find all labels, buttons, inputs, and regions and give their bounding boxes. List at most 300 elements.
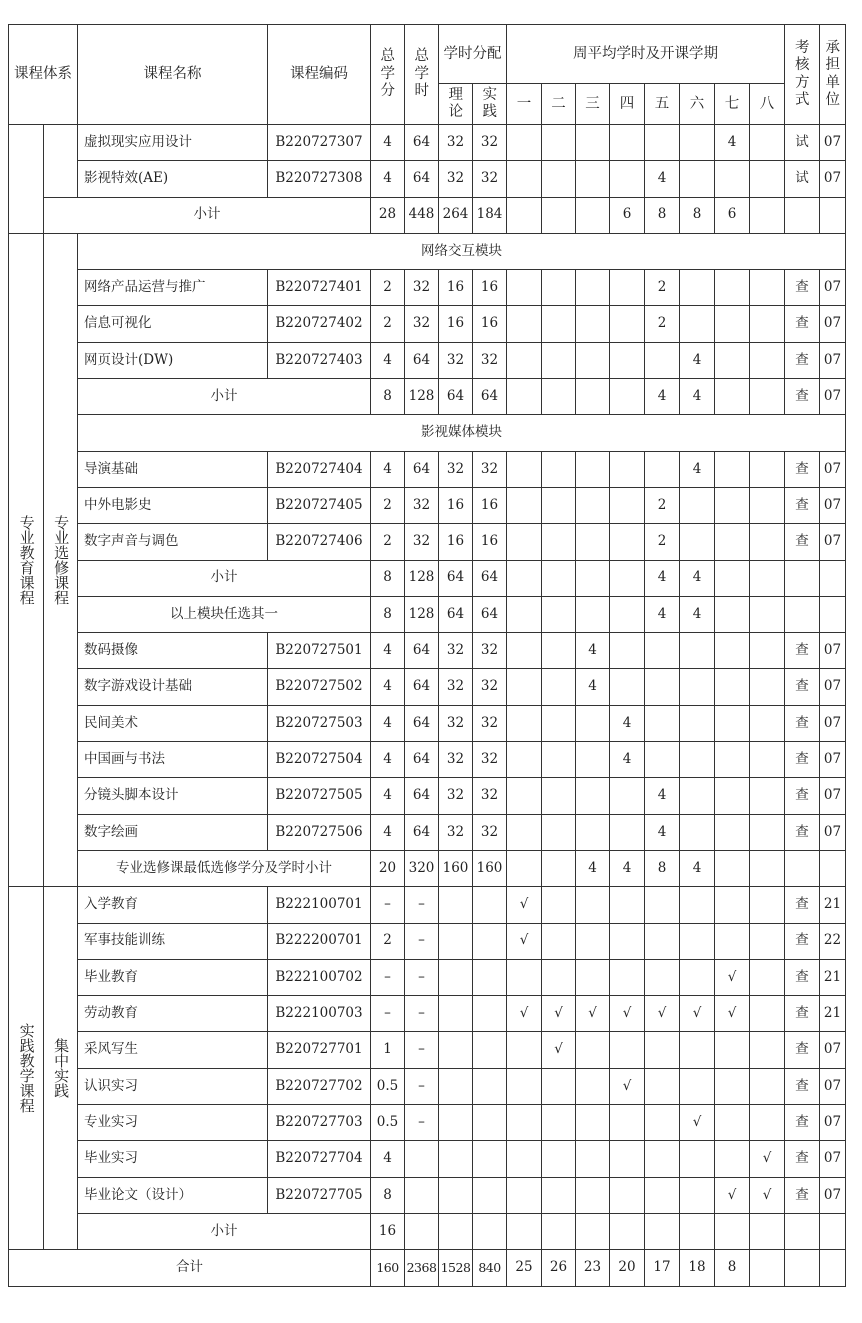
course-code: B222200701 (268, 923, 371, 959)
semester-cell-3 (576, 270, 610, 306)
semester-cell-6 (680, 923, 715, 959)
semester-cell-1 (507, 1177, 542, 1213)
semester-cell-5 (645, 1177, 680, 1213)
semester-cell-5: 2 (645, 270, 680, 306)
practice-cell: 32 (473, 705, 507, 741)
course-code: B222100701 (268, 887, 371, 923)
semester-cell-3 (576, 923, 610, 959)
subtotal-label: 小计 (78, 1213, 371, 1249)
semester-cell-5 (645, 1141, 680, 1177)
grand-total-label: 合计 (9, 1250, 371, 1286)
semester-cell-7 (715, 487, 750, 523)
assessment-cell (785, 596, 820, 632)
course-code: B220727406 (268, 524, 371, 560)
weekly-hours-header: 周平均学时及开课学期 (507, 25, 785, 84)
assessment-cell: 查 (785, 887, 820, 923)
semester-cell-3 (576, 705, 610, 741)
theory-cell: 16 (439, 270, 473, 306)
semester-cell-6: √ (680, 996, 715, 1032)
semester-cell-6 (680, 524, 715, 560)
hours-cell: 64 (405, 451, 439, 487)
semester-cell-3 (576, 197, 610, 233)
unit-cell: 22 (820, 923, 846, 959)
semester-cell-7 (715, 669, 750, 705)
hours-cell: – (405, 1105, 439, 1141)
practice-header-text: 实践 (482, 86, 497, 120)
semester-cell-6: 18 (680, 1250, 715, 1286)
semester-cell-2 (542, 778, 576, 814)
unit-cell: 07 (820, 451, 846, 487)
credits-cell: 8 (371, 1177, 405, 1213)
semester-cell-2 (542, 1141, 576, 1177)
table-row (9, 306, 846, 342)
unit-cell: 07 (820, 379, 846, 415)
semester-header-6: 六 (680, 84, 715, 125)
course-name: 数字声音与调色 (78, 524, 268, 560)
practice-cell: 16 (473, 306, 507, 342)
semester-cell-1 (507, 306, 542, 342)
practice-cell (473, 887, 507, 923)
module-title: 网络交互模块 (78, 233, 846, 269)
semester-cell-3 (576, 379, 610, 415)
semester-cell-8 (750, 814, 785, 850)
semester-cell-5 (645, 1213, 680, 1249)
table-row (9, 887, 846, 923)
semester-cell-6: 4 (680, 850, 715, 886)
table-row (9, 1105, 846, 1141)
semester-cell-7 (715, 742, 750, 778)
semester-cell-1 (507, 814, 542, 850)
semester-cell-4 (610, 306, 645, 342)
semester-cell-6 (680, 161, 715, 197)
semester-cell-5: 4 (645, 778, 680, 814)
semester-cell-8 (750, 850, 785, 886)
table-row (9, 705, 846, 741)
semester-cell-6 (680, 742, 715, 778)
total-credits-header (371, 25, 405, 125)
semester-cell-4 (610, 125, 645, 161)
hours-cell: 32 (405, 487, 439, 523)
assessment-cell: 查 (785, 923, 820, 959)
semester-cell-8 (750, 487, 785, 523)
semester-cell-8 (750, 1068, 785, 1104)
semester-cell-6: 4 (680, 451, 715, 487)
practice-header (473, 84, 507, 125)
semester-cell-3 (576, 742, 610, 778)
credits-cell: 16 (371, 1213, 405, 1249)
semester-cell-5: 2 (645, 306, 680, 342)
semester-cell-8: √ (750, 1141, 785, 1177)
course-name: 军事技能训练 (78, 923, 268, 959)
unit-cell (820, 197, 846, 233)
header-row-1 (9, 25, 846, 84)
hours-cell: 64 (405, 633, 439, 669)
semester-cell-4 (610, 161, 645, 197)
practice-cell (473, 959, 507, 995)
semester-cell-2 (542, 923, 576, 959)
table-row (9, 415, 846, 451)
practice-cell: 64 (473, 560, 507, 596)
unit-cell: 07 (820, 705, 846, 741)
semester-cell-7 (715, 1105, 750, 1141)
credits-cell: 8 (371, 379, 405, 415)
practice-cell: 184 (473, 197, 507, 233)
semester-cell-2 (542, 887, 576, 923)
credits-cell: – (371, 996, 405, 1032)
practice-cell: 32 (473, 161, 507, 197)
semester-cell-4 (610, 1213, 645, 1249)
course-code: B220727504 (268, 742, 371, 778)
assessment-cell: 试 (785, 125, 820, 161)
semester-cell-8 (750, 125, 785, 161)
semester-cell-4 (610, 451, 645, 487)
course-name: 信息可视化 (78, 306, 268, 342)
semester-cell-7 (715, 524, 750, 560)
assessment-cell (785, 850, 820, 886)
theory-cell: 16 (439, 524, 473, 560)
category-elective: 专业选修课程 (44, 233, 78, 886)
course-name: 劳动教育 (78, 996, 268, 1032)
practice-cell (473, 1032, 507, 1068)
unit-cell: 21 (820, 887, 846, 923)
assessment-cell (785, 197, 820, 233)
assessment-cell: 查 (785, 487, 820, 523)
unit-header (820, 25, 846, 125)
semester-cell-4 (610, 524, 645, 560)
table-body (9, 125, 846, 1287)
semester-cell-2 (542, 125, 576, 161)
semester-cell-5 (645, 923, 680, 959)
semester-cell-8 (750, 161, 785, 197)
assessment-cell (785, 1250, 820, 1286)
theory-cell: 32 (439, 161, 473, 197)
hours-cell: 32 (405, 306, 439, 342)
practice-cell (473, 923, 507, 959)
semester-cell-8 (750, 197, 785, 233)
practice-cell (473, 996, 507, 1032)
hours-cell: 64 (405, 742, 439, 778)
table-row (9, 379, 846, 415)
category-practical-edu: 实践教学课程 (9, 887, 44, 1250)
table-row (9, 742, 846, 778)
semester-cell-4 (610, 379, 645, 415)
semester-cell-4 (610, 887, 645, 923)
semester-cell-1: 25 (507, 1250, 542, 1286)
semester-cell-5 (645, 1068, 680, 1104)
practice-cell: 16 (473, 487, 507, 523)
practice-cell: 16 (473, 270, 507, 306)
semester-cell-8 (750, 1213, 785, 1249)
semester-cell-1 (507, 669, 542, 705)
semester-cell-7: 4 (715, 125, 750, 161)
hours-cell: 448 (405, 197, 439, 233)
semester-cell-1 (507, 596, 542, 632)
semester-cell-5 (645, 342, 680, 378)
practice-cell: 64 (473, 596, 507, 632)
practice-cell: 32 (473, 669, 507, 705)
course-name: 数字绘画 (78, 814, 268, 850)
table-row (9, 1250, 846, 1286)
credits-cell: 28 (371, 197, 405, 233)
unit-cell (820, 1213, 846, 1249)
table-row (9, 814, 846, 850)
hours-cell: 32 (405, 270, 439, 306)
semester-cell-2 (542, 596, 576, 632)
semester-cell-4 (610, 1032, 645, 1068)
course-name: 毕业实习 (78, 1141, 268, 1177)
semester-cell-5: 4 (645, 596, 680, 632)
semester-cell-8 (750, 887, 785, 923)
hours-cell: 64 (405, 814, 439, 850)
semester-cell-7 (715, 1141, 750, 1177)
semester-cell-2 (542, 379, 576, 415)
semester-cell-4: 4 (610, 742, 645, 778)
semester-cell-3 (576, 959, 610, 995)
theory-cell (439, 1177, 473, 1213)
credits-cell: 4 (371, 1141, 405, 1177)
semester-cell-1 (507, 705, 542, 741)
semester-cell-2 (542, 959, 576, 995)
semester-cell-7 (715, 633, 750, 669)
credits-cell: 0.5 (371, 1068, 405, 1104)
unit-cell: 07 (820, 487, 846, 523)
semester-cell-6: 4 (680, 379, 715, 415)
hours-cell (405, 1141, 439, 1177)
semester-cell-2 (542, 487, 576, 523)
course-system-header: 课程体系 (9, 25, 78, 125)
credits-cell: 2 (371, 923, 405, 959)
semester-cell-4 (610, 633, 645, 669)
assessment-header (785, 25, 820, 125)
theory-cell (439, 887, 473, 923)
table-row (9, 125, 846, 161)
hours-cell: 64 (405, 705, 439, 741)
assessment-cell: 查 (785, 814, 820, 850)
semester-cell-5 (645, 451, 680, 487)
semester-cell-5 (645, 1105, 680, 1141)
semester-cell-4: 6 (610, 197, 645, 233)
curriculum-sheet (8, 24, 846, 1287)
semester-cell-7: √ (715, 1177, 750, 1213)
semester-cell-8 (750, 379, 785, 415)
semester-cell-4 (610, 923, 645, 959)
semester-header-5: 五 (645, 84, 680, 125)
course-name: 网页设计(DW) (78, 342, 268, 378)
theory-cell: 32 (439, 669, 473, 705)
credits-cell: 4 (371, 814, 405, 850)
semester-cell-6 (680, 633, 715, 669)
course-code: B220727307 (268, 125, 371, 161)
hours-cell: 128 (405, 379, 439, 415)
credits-cell: 20 (371, 850, 405, 886)
semester-cell-5 (645, 887, 680, 923)
semester-cell-4 (610, 1177, 645, 1213)
semester-cell-5 (645, 669, 680, 705)
semester-cell-5: 4 (645, 161, 680, 197)
semester-cell-8 (750, 1105, 785, 1141)
table-row (9, 778, 846, 814)
table-row (9, 524, 846, 560)
assessment-cell: 查 (785, 524, 820, 560)
semester-cell-6: 4 (680, 560, 715, 596)
semester-cell-3 (576, 1141, 610, 1177)
credits-cell: 4 (371, 161, 405, 197)
credits-cell: 4 (371, 705, 405, 741)
semester-cell-3 (576, 596, 610, 632)
semester-cell-4: √ (610, 1068, 645, 1104)
semester-cell-2 (542, 850, 576, 886)
semester-cell-7 (715, 887, 750, 923)
semester-cell-4 (610, 342, 645, 378)
unit-cell (820, 1250, 846, 1286)
semester-cell-7 (715, 778, 750, 814)
hours-cell: – (405, 887, 439, 923)
semester-cell-4: 4 (610, 705, 645, 741)
semester-cell-3: 4 (576, 633, 610, 669)
table-row (9, 233, 846, 269)
semester-cell-2 (542, 1105, 576, 1141)
semester-cell-4 (610, 487, 645, 523)
theory-cell: 160 (439, 850, 473, 886)
semester-cell-8 (750, 270, 785, 306)
semester-cell-6 (680, 705, 715, 741)
theory-cell: 32 (439, 125, 473, 161)
semester-cell-1 (507, 778, 542, 814)
semester-cell-1 (507, 850, 542, 886)
credits-cell: 8 (371, 560, 405, 596)
hours-cell: – (405, 996, 439, 1032)
practice-cell (473, 1105, 507, 1141)
practice-cell: 32 (473, 742, 507, 778)
hours-cell: 64 (405, 161, 439, 197)
semester-cell-3: √ (576, 996, 610, 1032)
semester-cell-7 (715, 306, 750, 342)
course-code: B220727705 (268, 1177, 371, 1213)
semester-cell-1 (507, 270, 542, 306)
semester-cell-7 (715, 451, 750, 487)
hours-cell: – (405, 1068, 439, 1104)
semester-cell-1 (507, 161, 542, 197)
semester-cell-5 (645, 742, 680, 778)
semester-cell-6 (680, 125, 715, 161)
unit-cell: 07 (820, 742, 846, 778)
semester-header-7: 七 (715, 84, 750, 125)
semester-cell-5: 8 (645, 197, 680, 233)
semester-cell-3 (576, 487, 610, 523)
theory-cell (439, 1032, 473, 1068)
semester-cell-1 (507, 1105, 542, 1141)
hours-cell: 64 (405, 778, 439, 814)
credits-cell: 4 (371, 669, 405, 705)
hours-cell: – (405, 959, 439, 995)
table-row (9, 270, 846, 306)
unit-cell: 07 (820, 1141, 846, 1177)
semester-cell-7 (715, 814, 750, 850)
unit-cell: 07 (820, 1105, 846, 1141)
theory-cell: 32 (439, 705, 473, 741)
unit-cell: 07 (820, 306, 846, 342)
course-name: 专业实习 (78, 1105, 268, 1141)
semester-cell-5: 4 (645, 560, 680, 596)
unit-cell (820, 596, 846, 632)
assessment-cell: 查 (785, 1068, 820, 1104)
semester-cell-2 (542, 814, 576, 850)
hours-cell: 128 (405, 596, 439, 632)
semester-header-3: 三 (576, 84, 610, 125)
credits-cell: 4 (371, 342, 405, 378)
unit-cell: 07 (820, 270, 846, 306)
table-row (9, 451, 846, 487)
table-row (9, 1177, 846, 1213)
course-code: B220727501 (268, 633, 371, 669)
unit-cell (820, 560, 846, 596)
course-code: B220727405 (268, 487, 371, 523)
semester-cell-6: 4 (680, 596, 715, 632)
semester-cell-3 (576, 560, 610, 596)
course-code: B220727404 (268, 451, 371, 487)
course-name-header: 课程名称 (78, 25, 268, 125)
course-code: B220727704 (268, 1141, 371, 1177)
semester-cell-5 (645, 125, 680, 161)
course-code: B222100702 (268, 959, 371, 995)
credits-cell: 4 (371, 742, 405, 778)
semester-cell-7 (715, 596, 750, 632)
semester-cell-1 (507, 379, 542, 415)
semester-cell-2 (542, 1177, 576, 1213)
course-code: B222100703 (268, 996, 371, 1032)
hours-cell (405, 1177, 439, 1213)
unit-header-text: 承担单位 (825, 39, 840, 108)
semester-cell-3 (576, 1032, 610, 1068)
course-code: B220727401 (268, 270, 371, 306)
semester-cell-1 (507, 1068, 542, 1104)
course-name: 分镜头脚本设计 (78, 778, 268, 814)
semester-cell-3 (576, 887, 610, 923)
semester-cell-2 (542, 1068, 576, 1104)
theory-cell (439, 1068, 473, 1104)
practice-cell: 32 (473, 451, 507, 487)
course-name: 中外电影史 (78, 487, 268, 523)
course-code: B220727505 (268, 778, 371, 814)
assessment-cell: 查 (785, 342, 820, 378)
practice-cell: 32 (473, 342, 507, 378)
practice-cell: 32 (473, 778, 507, 814)
unit-cell: 07 (820, 1177, 846, 1213)
unit-cell: 21 (820, 996, 846, 1032)
semester-cell-1 (507, 1213, 542, 1249)
semester-cell-1 (507, 451, 542, 487)
semester-cell-6: 8 (680, 197, 715, 233)
semester-cell-2 (542, 633, 576, 669)
semester-cell-8 (750, 959, 785, 995)
semester-cell-1 (507, 742, 542, 778)
course-code: B220727502 (268, 669, 371, 705)
course-name: 毕业教育 (78, 959, 268, 995)
course-code: B220727701 (268, 1032, 371, 1068)
semester-cell-2 (542, 306, 576, 342)
unit-cell: 07 (820, 778, 846, 814)
semester-cell-8 (750, 742, 785, 778)
semester-cell-5: 17 (645, 1250, 680, 1286)
semester-cell-6 (680, 778, 715, 814)
credits-cell: – (371, 959, 405, 995)
semester-header-4: 四 (610, 84, 645, 125)
semester-cell-7: 6 (715, 197, 750, 233)
theory-cell: 32 (439, 814, 473, 850)
semester-header-1: 一 (507, 84, 542, 125)
semester-cell-6: 4 (680, 342, 715, 378)
semester-cell-4 (610, 560, 645, 596)
